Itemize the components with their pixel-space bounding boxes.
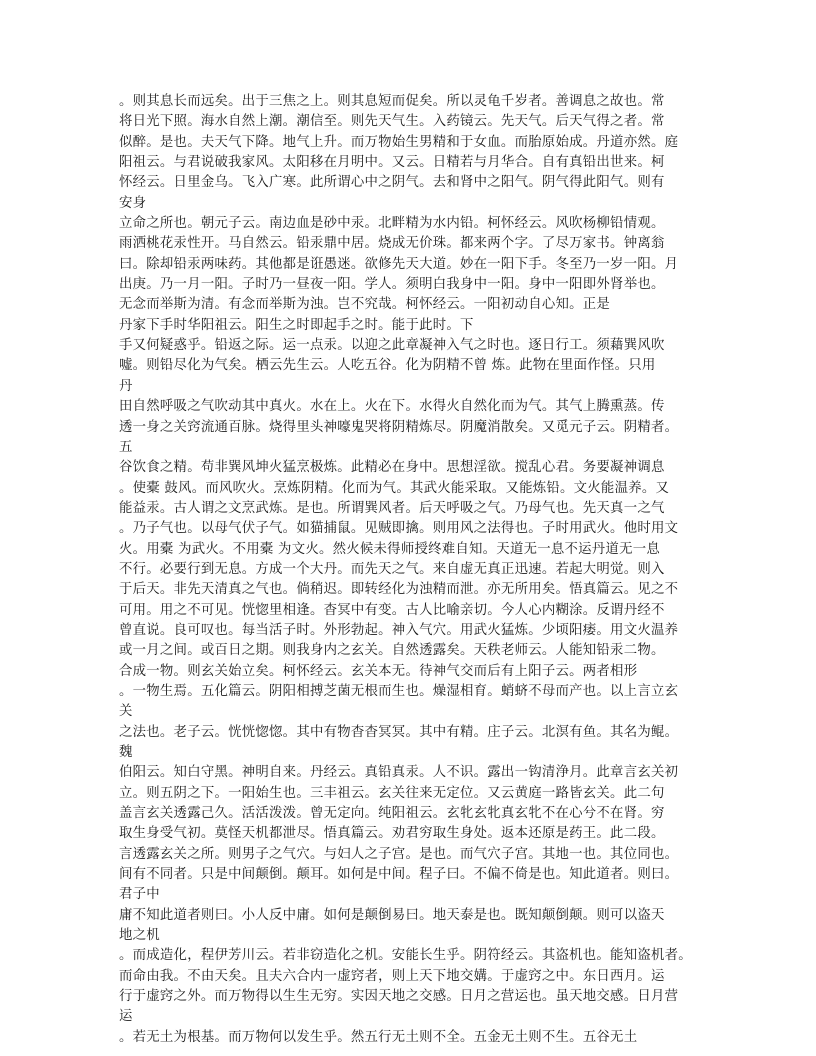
text-line: 之法也。老子云。恍恍惚惚。其中有物杳杳冥冥。其中有精。庄子云。北溟有鱼。其名为鲲。 xyxy=(119,724,679,740)
text-line: 火。用橐 为武火。不用橐 为文火。然火候未得师授终难自知。天道无一息不运丹道无一息 xyxy=(119,541,660,557)
text-line: 盖言玄关透露己久。活活泼泼。曾无定向。纯阳祖云。玄牝玄牝真玄牝不在心兮不在肾。穷 xyxy=(119,806,665,822)
text-line: 阳祖云。与君说破我家风。太阳移在月明中。又云。日精若与月华合。自有真铅出世来。柯 xyxy=(119,155,665,171)
text-line: 立。则五阴之下。一阳始生也。三丰祖云。玄关往来无定位。又云黄庭一路皆玄关。此二句 xyxy=(119,785,665,801)
text-line: 合成一物。则玄关始立矣。柯怀经云。玄关本无。待神气交而后有上阳子云。两者相形 xyxy=(119,663,638,679)
text-line: 立命之所也。朝元子云。南边血是砂中汞。北畔精为水内铅。柯怀经云。风吹杨柳铅情观。 xyxy=(119,216,665,232)
text-line: 。而成造化，程伊芳川云。若非窃造化之机。安能长生乎。阴符经云。其盗机也。能知盗机者。 xyxy=(119,948,692,964)
text-line: 似醉。是也。夫天气下降。地气上升。而万物始生男精和于女血。而胎原始成。丹道亦然。庭 xyxy=(119,134,679,150)
text-line: 行于虚窍之外。而万物得以生生无穷。实因天地之交感。日月之营运也。虽天地交感。日月营 xyxy=(119,989,679,1005)
text-line: 君子中 xyxy=(119,887,160,903)
text-line: 手又何疑惑乎。铅返之际。运一点汞。以迎之此章凝神入气之时也。逐日行工。须藉巽风吹 xyxy=(119,338,665,354)
text-line: 言透露玄关之所。则男子之气穴。与妇人之子宫。是也。而气穴子宫。其地一也。其位同也。 xyxy=(119,846,679,862)
text-line: 曾直说。良可叹也。每当活子时。外形勃起。神入气穴。用武火猛炼。少顷阳痿。用文火温养 xyxy=(119,622,679,638)
text-line: 不行。必要行到无息。方成一个大丹。而先天之气。来自虚无真正迅速。若起大明觉。则入 xyxy=(119,561,665,577)
text-line: 曰。除却铅汞两味药。其他都是诳愚迷。欲修先天大道。妙在一阳下手。冬至乃一岁一阳。月 xyxy=(119,256,679,272)
text-line: 无念而举斯为清。有念而举斯为浊。岂不究哉。柯怀经云。一阳初动自心知。正是 xyxy=(119,297,611,313)
text-line: 能益汞。古人谓之文烹武炼。是也。所谓巽风者。后天呼吸之气。乃母气也。先天真一之气 xyxy=(119,500,665,516)
text-line: 五 xyxy=(119,439,133,455)
text-line: 田自然呼吸之气吹动其中真火。水在上。火在下。水得火自然化而为气。其气上腾熏蒸。传 xyxy=(119,399,665,415)
text-line: 。乃子气也。以母气伏子气。如猫捕鼠。见贼即擒。则用风之法得也。子时用武火。他时用文 xyxy=(119,521,679,537)
text-line: 将日光下照。海水自然上潮。潮信至。则先天气生。入药镜云。先天气。后天气得之者。常 xyxy=(119,114,665,130)
text-line: 关 xyxy=(119,704,133,720)
document-body-text xyxy=(119,92,699,1048)
text-line: 谷饮食之精。苟非巽风坤火猛烹极炼。此精必在身中。思想淫欲。搅乱心君。务要凝神调息 xyxy=(119,460,665,476)
text-line: 取生身受气初。莫怪天机都泄尽。悟真篇云。劝君穷取生身处。返本还原是药王。此二段。 xyxy=(119,826,665,842)
text-line: 安身 xyxy=(119,195,147,211)
text-line: 而命由我。不由天矣。且夫六合内一虚窍者，则上天下地交媾。于虚窍之中。东日西月。运 xyxy=(119,968,665,984)
text-line: 。则其息长而远矣。出于三焦之上。则其息短而促矣。所以灵龟千岁者。善调息之故也。常 xyxy=(119,94,665,109)
text-line: 运 xyxy=(119,1009,133,1025)
text-line: 伯阳云。知白守黑。神明自来。丹经云。真铅真汞。人不识。露出一钩清浄月。此章言玄关初 xyxy=(119,765,679,781)
text-line: 魏 xyxy=(119,745,133,760)
text-line: 雨洒桃花汞性开。马自然云。铅汞鼎中居。烧成无价珠。都来两个字。了尽万家书。钟离翁 xyxy=(119,236,665,252)
text-line: 于后天。非先天清真之气也。倘稍迟。即转经化为浊精而泄。亦无所用矣。悟真篇云。见之不 xyxy=(119,582,679,598)
text-line: 可用。用之不可见。恍惚里相逢。杳冥中有变。古人比喻亲切。今人心内糊涂。反谓丹经不 xyxy=(119,602,665,618)
text-line: 嘘。则铅尽化为气矣。栖云先生云。人吃五谷。化为阴精不曾 炼。此物在里面作怪。只用 xyxy=(119,358,656,374)
text-line: 庸不知此道者则曰。小人反中庸。如何是颠倒易曰。地天泰是也。既知颠倒颠。则可以盗天 xyxy=(119,907,665,923)
text-line: 丹 xyxy=(119,378,133,394)
text-line: 出庚。乃一月一阳。子时乃一昼夜一阳。学人。须明白我身中一阳。身中一阳即外肾举也。 xyxy=(119,277,665,293)
text-line: 丹家下手时华阳祖云。阳生之时即起手之时。能于此时。下 xyxy=(119,317,474,333)
text-line: 间有不同者。只是中间颠倒。颠耳。如何是中间。程子曰。不偏不倚是也。知此道者。则曰。 xyxy=(119,867,679,883)
text-line: 地之机 xyxy=(119,928,160,944)
text-line: 。若无土为根基。而万物何以发生乎。然五行无土则不全。五金无土则不生。五谷无土 xyxy=(119,1029,638,1045)
text-line: 。使橐 鼓风。而风吹火。烹炼阴精。化而为气。其武火能采取。又能炼铅。文火能温养。又 xyxy=(119,480,670,496)
text-line: 。一物生焉。五化篇云。阴阳相搏芝菌无根而生也。燥湿相育。蛸蛴不母而产也。以上言立玄 xyxy=(119,683,679,699)
text-line: 或一月之间。或百日之期。则我身内之玄关。自然透露矣。天秩老师云。人能知铅汞二物。 xyxy=(119,643,665,659)
text-line: 怀经云。日里金乌。飞入广寒。此所谓心中之阴气。去和肾中之阳气。阴气得此阳气。则有 xyxy=(119,175,665,191)
text-line: 透一身之关窍流通百脉。烧得里头神嚎鬼哭将阴精炼尽。阴魔消散矣。又觅元子云。阴精者。 xyxy=(119,419,679,435)
